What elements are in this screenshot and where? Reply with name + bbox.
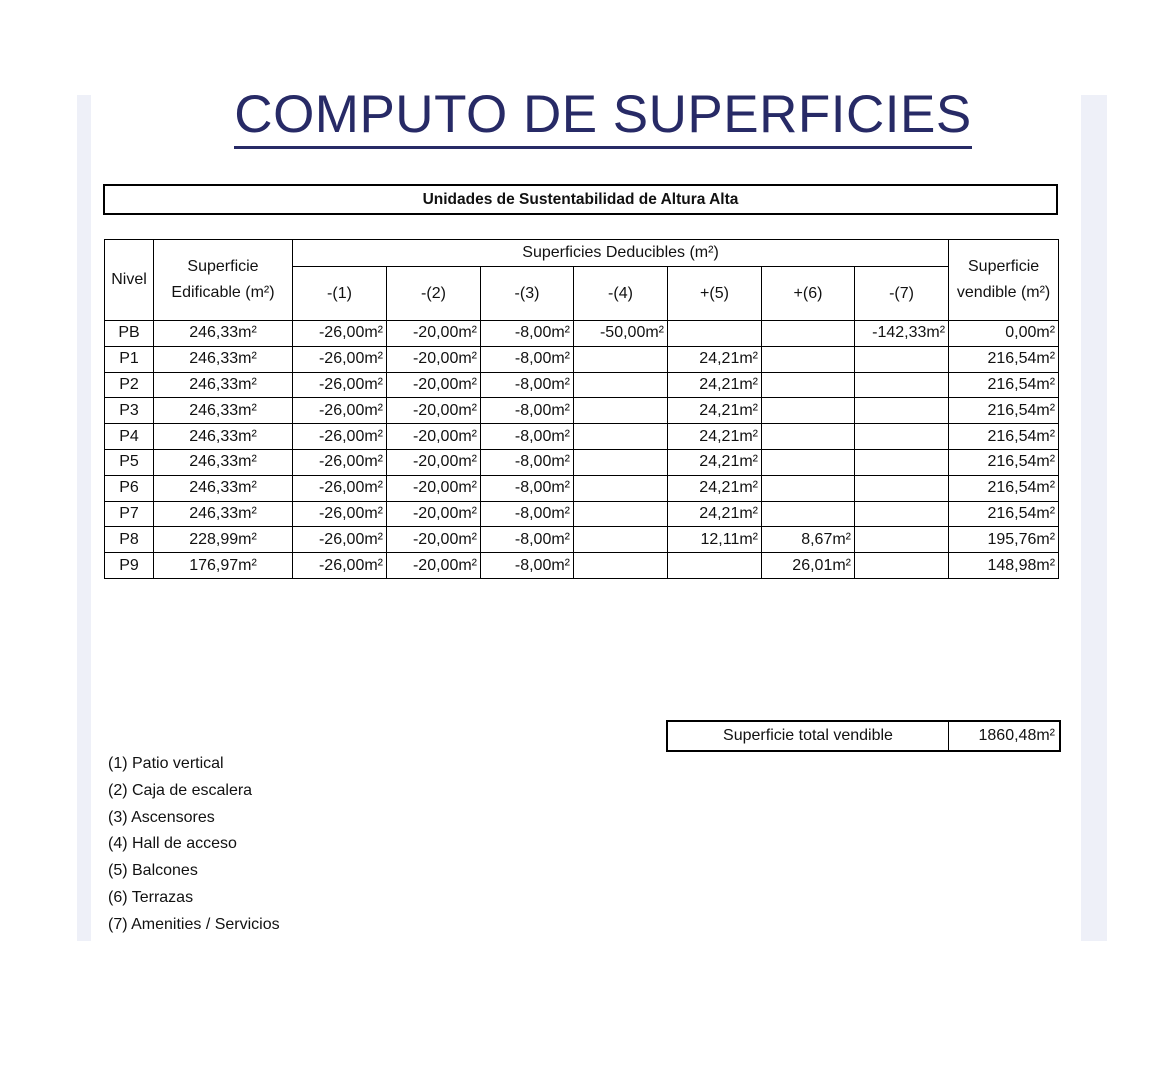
cell-c4 — [574, 475, 668, 501]
table-row — [105, 424, 1059, 450]
cell-c6 — [762, 372, 855, 398]
cell-c1: -26,00m² — [293, 372, 387, 398]
header-deduction-col: +(6) — [762, 267, 855, 321]
table-row — [105, 501, 1059, 527]
cell-c1: -26,00m² — [293, 346, 387, 372]
legend-item: (1) Patio vertical — [108, 755, 224, 772]
cell-c7: -142,33m² — [855, 321, 949, 347]
table-row — [105, 553, 1059, 579]
cell-c5: 24,21m² — [668, 346, 762, 372]
page-title-text: COMPUTO DE SUPERFICIES — [234, 84, 971, 149]
cell-c5 — [668, 553, 762, 579]
header-deducibles: Superficies Deducibles (m²) — [293, 240, 949, 267]
cell-vendible: 148,98m² — [949, 553, 1059, 579]
total-box — [666, 720, 1061, 752]
cell-c1: -26,00m² — [293, 501, 387, 527]
cell-c4: -50,00m² — [574, 321, 668, 347]
cell-vendible: 0,00m² — [949, 321, 1059, 347]
cell-c3: -8,00m² — [481, 527, 574, 553]
cell-edificable: 246,33m² — [154, 475, 293, 501]
cell-c7 — [855, 424, 949, 450]
cell-c7 — [855, 553, 949, 579]
legend-item: (6) Terrazas — [108, 888, 194, 906]
cell-vendible: 216,54m² — [949, 449, 1059, 475]
header-deduction-col: -(2) — [387, 267, 481, 321]
cell-c6 — [762, 449, 855, 475]
cell-nivel: P3 — [105, 398, 154, 424]
cell-edificable: 228,99m² — [154, 527, 293, 553]
cell-c4 — [574, 527, 668, 553]
cell-edificable: 246,33m² — [154, 449, 293, 475]
cell-c4 — [574, 553, 668, 579]
cell-nivel: P7 — [105, 501, 154, 527]
cell-c7 — [855, 449, 949, 475]
table-row — [105, 398, 1059, 424]
table-row — [105, 372, 1059, 398]
cell-edificable: 176,97m² — [154, 553, 293, 579]
cell-c2: -20,00m² — [387, 527, 481, 553]
cell-c7 — [855, 398, 949, 424]
cell-c2: -20,00m² — [387, 553, 481, 579]
header-deduction-col: -(1) — [293, 267, 387, 321]
cell-c2: -20,00m² — [387, 372, 481, 398]
cell-c3: -8,00m² — [481, 501, 574, 527]
cell-nivel: P8 — [105, 527, 154, 553]
cell-c7 — [855, 372, 949, 398]
cell-vendible: 216,54m² — [949, 475, 1059, 501]
cell-edificable: 246,33m² — [154, 501, 293, 527]
cell-c6 — [762, 321, 855, 347]
cell-c1: -26,00m² — [293, 527, 387, 553]
table-header — [105, 240, 1059, 321]
cell-c3: -8,00m² — [481, 475, 574, 501]
legend-item: (7) Amenities / Servicios — [108, 915, 280, 933]
cell-vendible: 195,76m² — [949, 527, 1059, 553]
cell-c3: -8,00m² — [481, 398, 574, 424]
cell-vendible: 216,54m² — [949, 398, 1059, 424]
cell-c4 — [574, 449, 668, 475]
cell-nivel: P1 — [105, 346, 154, 372]
header-vendible: Superficie vendible (m²) — [949, 240, 1059, 321]
legend-item: (3) Ascensores — [108, 808, 215, 826]
cell-c6 — [762, 346, 855, 372]
table-row — [105, 346, 1059, 372]
cell-c2: -20,00m² — [387, 475, 481, 501]
header-nivel: Nivel — [105, 240, 154, 321]
table-row — [105, 321, 1059, 347]
cell-c6: 26,01m² — [762, 553, 855, 579]
header-deduction-col: +(5) — [668, 267, 762, 321]
total-label: Superficie total vendible — [668, 722, 949, 750]
legend-item: (2) Caja de escalera — [108, 781, 253, 799]
cell-c5: 24,21m² — [668, 372, 762, 398]
cell-c7 — [855, 475, 949, 501]
cell-c1: -26,00m² — [293, 475, 387, 501]
cell-c6 — [762, 398, 855, 424]
cell-c4 — [574, 346, 668, 372]
cell-c1: -26,00m² — [293, 553, 387, 579]
cell-c7 — [855, 346, 949, 372]
header-row-1 — [105, 240, 1059, 267]
cell-c4 — [574, 501, 668, 527]
cell-nivel: P2 — [105, 372, 154, 398]
cell-c4 — [574, 424, 668, 450]
cell-c5 — [668, 321, 762, 347]
cell-c3: -8,00m² — [481, 553, 574, 579]
cell-c1: -26,00m² — [293, 398, 387, 424]
cell-c3: -8,00m² — [481, 346, 574, 372]
cell-c2: -20,00m² — [387, 424, 481, 450]
cell-c2: -20,00m² — [387, 346, 481, 372]
cell-c5: 24,21m² — [668, 424, 762, 450]
table-subtitle: Unidades de Sustentabilidad de Altura Alta — [103, 184, 1058, 215]
cell-c3: -8,00m² — [481, 372, 574, 398]
cell-c6: 8,67m² — [762, 527, 855, 553]
cell-c4 — [574, 372, 668, 398]
cell-c3: -8,00m² — [481, 424, 574, 450]
cell-c5: 24,21m² — [668, 398, 762, 424]
cell-c2: -20,00m² — [387, 321, 481, 347]
legend — [108, 751, 280, 939]
cell-c2: -20,00m² — [387, 398, 481, 424]
cell-c1: -26,00m² — [293, 449, 387, 475]
cell-c6 — [762, 424, 855, 450]
table-row — [105, 449, 1059, 475]
cell-c6 — [762, 501, 855, 527]
legend-item: (4) Hall de acceso — [108, 835, 237, 853]
table-row — [105, 475, 1059, 501]
cell-c5: 12,11m² — [668, 527, 762, 553]
cell-c2: -20,00m² — [387, 449, 481, 475]
cell-c5: 24,21m² — [668, 449, 762, 475]
cell-c1: -26,00m² — [293, 424, 387, 450]
cell-nivel: P6 — [105, 475, 154, 501]
cell-nivel: P4 — [105, 424, 154, 450]
cell-edificable: 246,33m² — [154, 372, 293, 398]
total-value: 1860,48m² — [978, 727, 1055, 744]
header-deduction-col: -(3) — [481, 267, 574, 321]
cell-c5: 24,21m² — [668, 501, 762, 527]
cell-vendible: 216,54m² — [949, 501, 1059, 527]
page-title — [0, 84, 1176, 149]
cell-nivel: P9 — [105, 553, 154, 579]
cell-c3: -8,00m² — [481, 449, 574, 475]
table-body — [105, 321, 1059, 579]
header-deduction-col: -(4) — [574, 267, 668, 321]
header-edificable: Superficie Edificable (m²) — [154, 240, 293, 321]
cell-c7 — [855, 501, 949, 527]
cell-vendible: 216,54m² — [949, 372, 1059, 398]
cell-c2: -20,00m² — [387, 501, 481, 527]
surface-table — [104, 239, 1059, 579]
cell-nivel: PB — [105, 321, 154, 347]
page-margin-right — [1081, 95, 1107, 941]
cell-c6 — [762, 475, 855, 501]
cell-edificable: 246,33m² — [154, 398, 293, 424]
table-row — [105, 527, 1059, 553]
cell-c4 — [574, 398, 668, 424]
header-deduction-col: -(7) — [855, 267, 949, 321]
legend-item: (5) Balcones — [108, 862, 198, 880]
cell-vendible: 216,54m² — [949, 424, 1059, 450]
cell-nivel: P5 — [105, 449, 154, 475]
cell-c3: -8,00m² — [481, 321, 574, 347]
page-margin-left — [77, 95, 91, 941]
cell-c7 — [855, 527, 949, 553]
cell-edificable: 246,33m² — [154, 424, 293, 450]
cell-vendible: 216,54m² — [949, 346, 1059, 372]
cell-c1: -26,00m² — [293, 321, 387, 347]
cell-edificable: 246,33m² — [154, 346, 293, 372]
cell-c5: 24,21m² — [668, 475, 762, 501]
cell-edificable: 246,33m² — [154, 321, 293, 347]
